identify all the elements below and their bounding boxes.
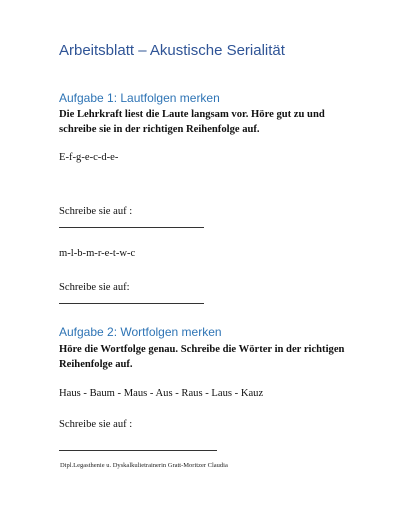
task2-heading: Aufgabe 2: Wortfolgen merken: [59, 325, 222, 339]
task2-instruction: Höre die Wortfolge genau. Schreibe die Wörter in der richtigen Reihenfolge auf.: [59, 344, 345, 370]
task1-write-prompt-1: Schreibe sie auf :: [59, 206, 133, 217]
footer-author: Dipl.Legasthenie u. Dyskalkulietrainerin Gratt-Moritzer Claudia: [60, 462, 228, 469]
answer-line-3: [59, 450, 217, 451]
task2-write-prompt: Schreibe sie auf :: [59, 419, 133, 430]
task2-word-sequence: Haus - Baum - Maus - Aus - Raus - Laus - Kauz: [59, 388, 264, 399]
task1-write-prompt-2: Schreibe sie auf:: [59, 282, 130, 293]
task1-sequence-2: m-l-b-m-r-e-t-w-c: [59, 248, 136, 259]
answer-line-2: [59, 303, 204, 304]
task1-instruction: Die Lehrkraft liest die Laute langsam vor. Höre gut zu und schreibe sie in der richtigen Reihenfolge auf.: [59, 109, 325, 135]
answer-line-1: [59, 227, 204, 228]
page-title: Arbeitsblatt – Akustische Serialität: [59, 42, 285, 59]
task1-heading: Aufgabe 1: Lautfolgen merken: [59, 91, 220, 105]
task1-sequence-1: E-f-g-e-c-d-e-: [59, 152, 119, 163]
